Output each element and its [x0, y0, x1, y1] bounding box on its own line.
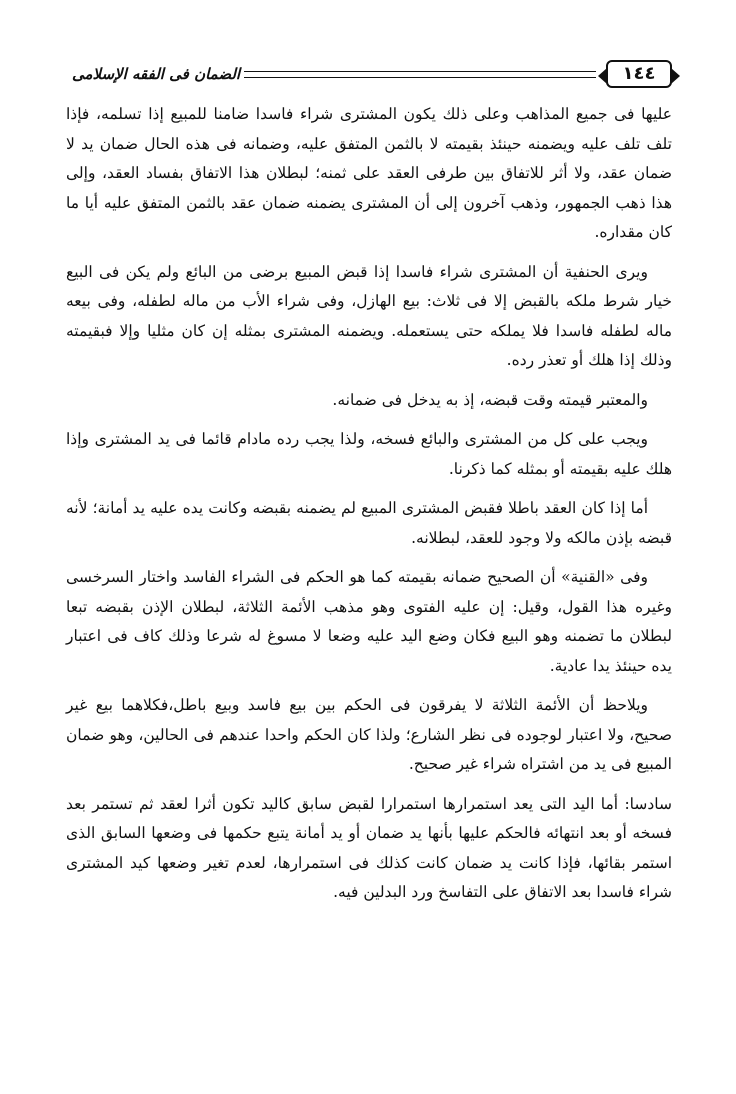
paragraph-4: ويجب على كل من المشترى والبائع فسخه، ولذا يجب رده مادام قائما فى يد المشترى وإذا هلك عليه بقيمته أو بمثله كما ذكرنا. — [66, 430, 672, 478]
paragraph-1: عليها فى جميع المذاهب وعلى ذلك يكون المشترى شراء فاسدا ضامنا للمبيع إذا تسلمه، فإذا تلف تلف عليه ويضمنه حينئذ بقيمته لا بالثمن المتفق عليه، وضمانه فى هذه الحال ضمان يد لا ضمان عقد، ولا أثر للاتفاق بين طرفى العقد على ثمنه؛ لبطلان هذا الاتفاق بفساد العقد، وإلى هذا ذهب الجمهور، وذهب آخرون إلى أن المشترى يضمنه ضمان عقد بالثمن المتفق عليه أيا ما كان مقداره. — [66, 105, 672, 241]
page-body — [66, 100, 672, 918]
page-header — [52, 58, 684, 94]
paragraph-5: أما إذا كان العقد باطلا فقبض المشترى المبيع لم يضمنه بقبضه وكانت يده عليه يد أمانة؛ لأنه قبضه بإذن مالكه ولا وجود للعقد، لبطلانه. — [66, 499, 672, 547]
paragraph-2: ويرى الحنفية أن المشترى شراء فاسدا إذا قبض المبيع برضى من البائع ولم يكن فى البيع خيار شرط ملكه بالقبض إلا فى ثلاث: بيع الهازل، وفى شراء الأب من ماله لطفله، وفى بيعه ماله لطفله فاسدا فلا يملكه حتى يستعمله. ويضمنه المشترى بمثله إن كان مثليا وإلا فبقيمته وذلك إذا هلك أو تعذر رده. — [66, 262, 672, 369]
paragraph-6: وفى «القنية» أن الصحيح ضمانه بقيمته كما هو الحكم فى الشراء الفاسد واختار السرخسى وغيره هذا القول، وقيل: إن عليه الفتوى وهو مذهب الأئمة الثلاثة، لبطلان الإذن بقبضه تبعا لبطلان ما تضمنه وهو البيع فكان وضع اليد عليه وضعا لا مسوغ له شرعا وذلك كاف فى اعتبار يده حينئذ يدا عادية. — [66, 568, 672, 675]
running-title: الضمان فى الفقه الإسلامى — [72, 65, 241, 83]
header-double-rule — [244, 71, 596, 78]
page-number-badge: ١٤٤ — [606, 60, 672, 88]
paragraph-8: سادسا: أما اليد التى يعد استمرارها استمرارا لقبض سابق كاليد تكون أثرا لعقد ثم تستمر بعد فسخه أو بعد انتهائه فالحكم عليها بأنها يد ضمان أو يد أمانة يتبع حكمها فى وضعها السابق الذى استمر بقائها، فإذا كانت يد ضمان كانت كذلك فى استمرارها، لعدم تغير وضعها كيد المشترى شراء فاسدا بعد الاتفاق على التفاسخ ورد البدلين فيه. — [66, 794, 672, 901]
paragraph-7: ويلاحظ أن الأئمة الثلاثة لا يفرقون فى الحكم بين بيع فاسد وبيع باطل،فكلاهما بيع غير صحيح، ولا اعتبار لوجوده فى نظر الشارع؛ ولذا كان الحكم واحدا عندهم فى الحالين، وهو ضمان المبيع فى يد من اشتراه شراء غير صحيح. — [66, 696, 672, 773]
paragraph-3: والمعتبر قيمته وقت قبضه، إذ به يدخل فى ضمانه. — [332, 390, 648, 409]
